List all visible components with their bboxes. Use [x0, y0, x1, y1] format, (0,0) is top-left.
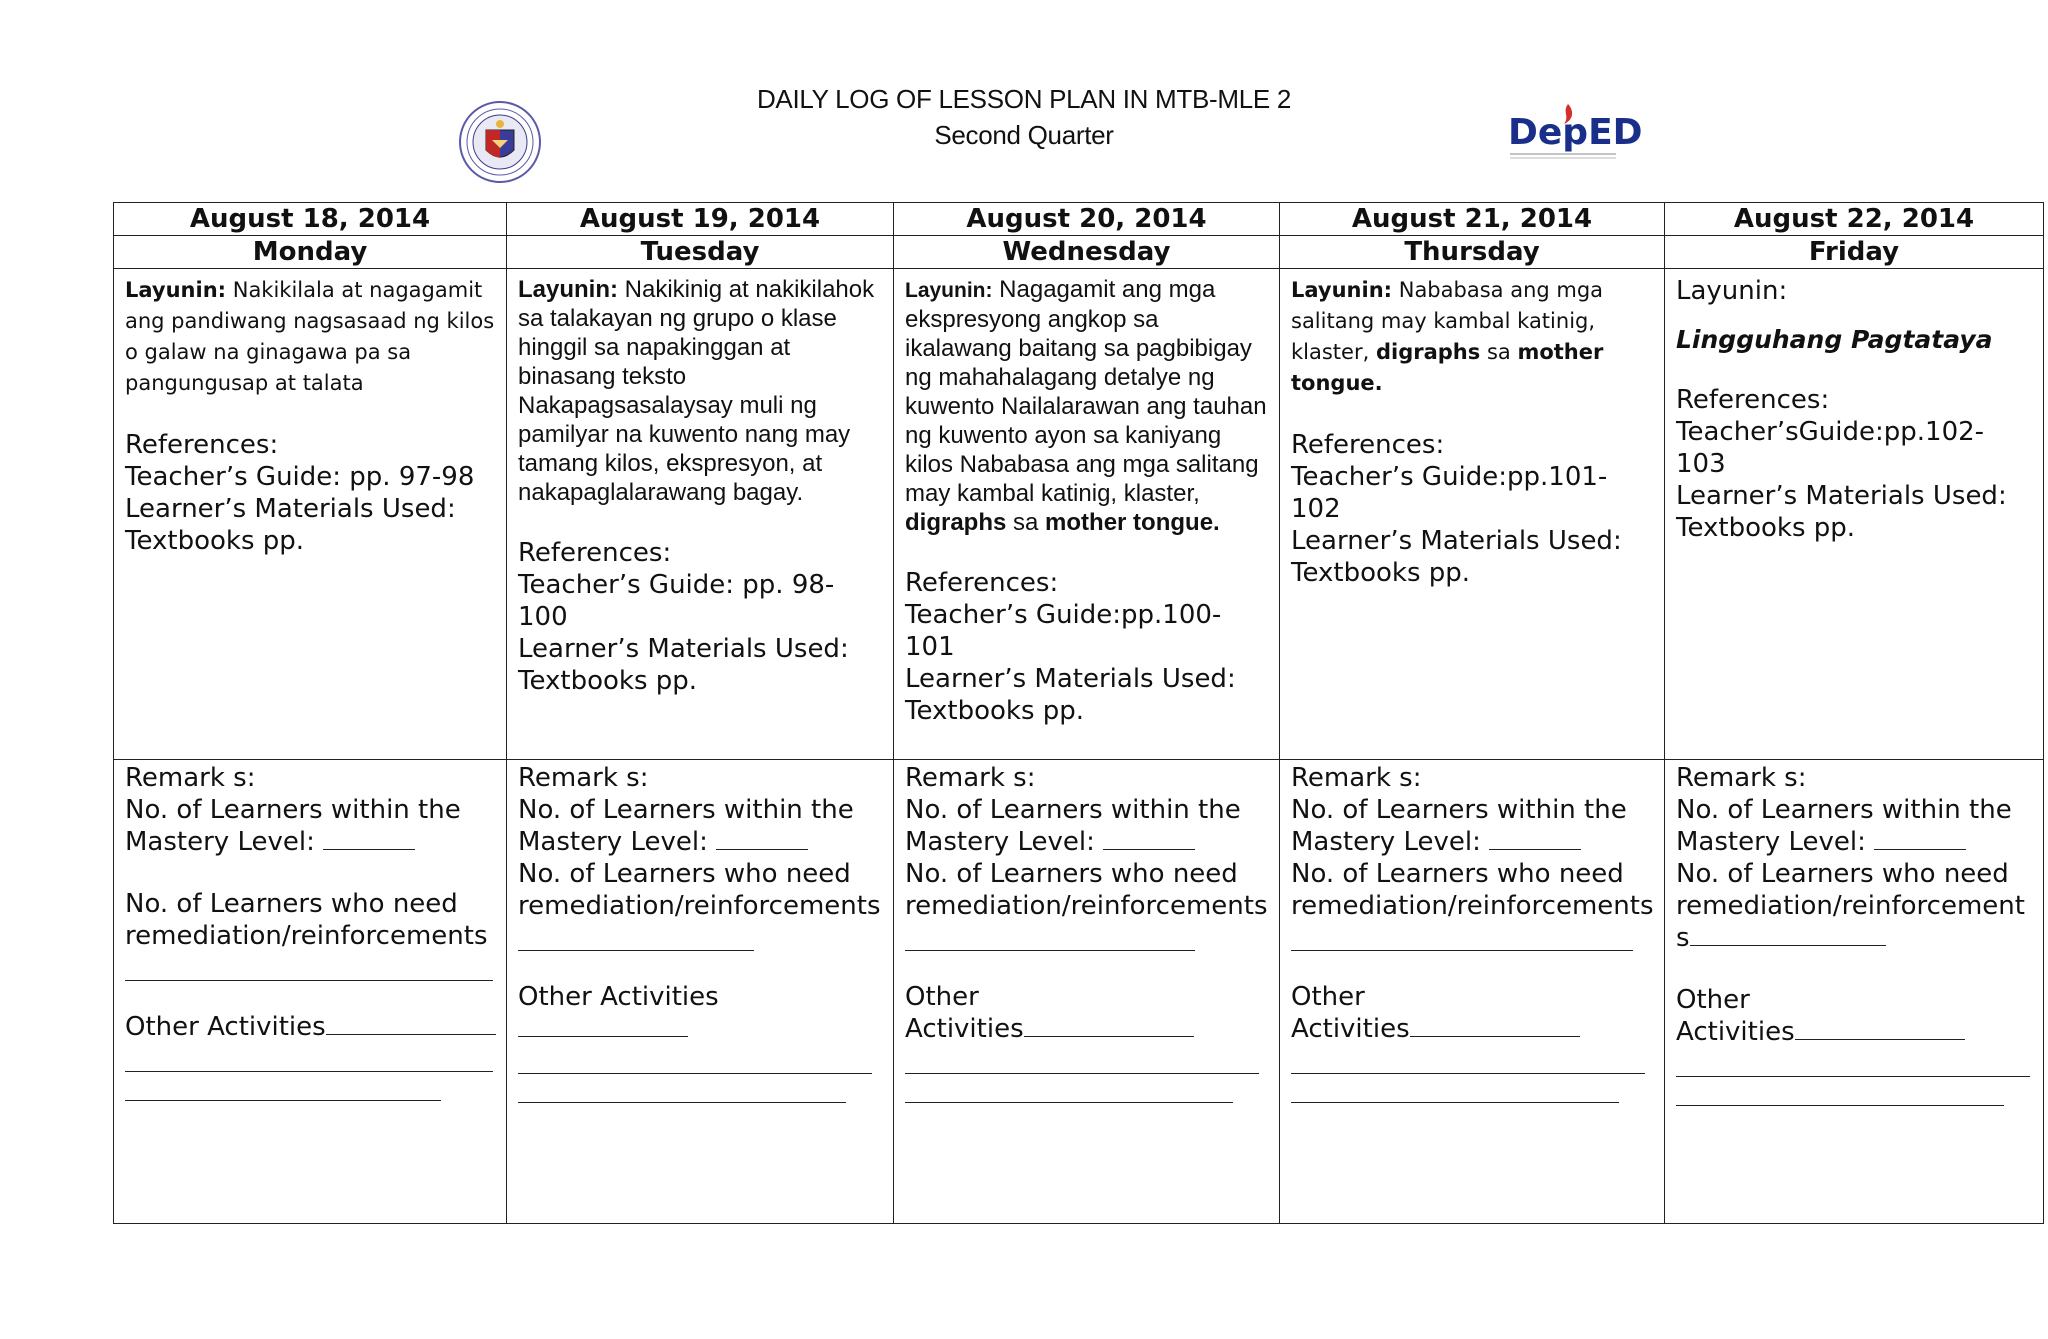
day-row: [114, 236, 2044, 269]
date-wednesday: August 20, 2014: [894, 203, 1280, 236]
references-label: References:: [125, 430, 279, 460]
need-text: No. of Learners who need: [125, 889, 458, 919]
mastery-level-field[interactable]: Mastery Level:: [1676, 826, 2033, 858]
remarks-cell-tuesday: [507, 760, 894, 1224]
remediation-blank[interactable]: [905, 922, 1195, 951]
references-label: References:: [1291, 430, 1445, 460]
day-monday: Monday: [114, 236, 507, 269]
mastery-blank[interactable]: [1874, 827, 1966, 850]
mastery-level-field[interactable]: Mastery Level:: [125, 826, 496, 858]
document-title: DAILY LOG OF LESSON PLAN IN MTB-MLE 2: [756, 84, 1292, 114]
remarks-label: Remark s:: [125, 763, 256, 793]
learners-materials: Learner’s Materials Used:: [1291, 526, 1622, 556]
objective-wednesday: Layunin: Nagagamit ang mga ekspresyong angkop sa ikalawang baitang sa pagbibigay ng mahahalagang detalye ng kuwento Nailalarawan ang tauhan ng kuwento ayon sa kaniyang kilos Nababasa ang mga salitang may kambal katinig, klaster, digraphs sa mother tongue.: [905, 276, 1267, 536]
lesson-log-table: [113, 202, 2044, 1224]
learners-materials: Learner’s Materials Used:: [125, 494, 456, 524]
mastery-text: No. of Learners within the: [518, 795, 854, 825]
other-activities-blank[interactable]: [1795, 1017, 1965, 1040]
remediation-blank[interactable]: [1690, 923, 1886, 946]
other-activities-line[interactable]: [518, 1045, 872, 1074]
need-text: No. of Learners who need: [1676, 859, 2009, 889]
remarks-label: Remark s:: [518, 763, 649, 793]
mastery-level-field[interactable]: Mastery Level:: [905, 826, 1269, 858]
svg-text:DepED: DepED: [1508, 112, 1643, 153]
mastery-blank[interactable]: [1103, 827, 1195, 850]
date-thursday: August 21, 2014: [1280, 203, 1665, 236]
textbooks: Textbooks pp.: [905, 696, 1085, 726]
remediation-text: remediation/reinforcements: [125, 921, 488, 951]
mastery-text: No. of Learners within the: [1291, 795, 1627, 825]
mastery-level-field[interactable]: Mastery Level:: [1291, 826, 1654, 858]
remarks-label: Remark s:: [1676, 763, 1807, 793]
other-text: Other: [1676, 985, 1750, 1015]
mastery-level-field[interactable]: Mastery Level:: [518, 826, 883, 858]
mastery-text: No. of Learners within the: [125, 795, 461, 825]
remarks-cell-wednesday: [894, 760, 1280, 1224]
textbooks: Textbooks pp.: [125, 526, 305, 556]
remarks-label: Remark s:: [905, 763, 1036, 793]
remediation-text: remediation/reinforcements: [518, 891, 881, 921]
objective-cell-thursday: [1280, 269, 1665, 760]
other-activities-line[interactable]: [125, 1072, 441, 1101]
need-text: No. of Learners who need: [1291, 859, 1624, 889]
other-activities-line[interactable]: [1676, 1077, 2004, 1106]
textbooks: Textbooks pp.: [1676, 513, 1856, 543]
remarks-cell-friday: [1665, 760, 2044, 1224]
objective-thursday: Layunin: Nababasa ang mga salitang may kambal katinig, klaster, digraphs sa mother tongue.: [1291, 278, 1604, 395]
textbooks: Textbooks pp.: [518, 666, 698, 696]
learners-materials: Learner’s Materials Used:: [905, 664, 1236, 694]
objective-cell-wednesday: [894, 269, 1280, 760]
other-activities-line[interactable]: [518, 1074, 846, 1103]
other-activities-blank[interactable]: [1024, 1014, 1194, 1037]
references-label: References:: [518, 538, 672, 568]
other-activities-line[interactable]: [1291, 1045, 1645, 1074]
teachers-guide-monday: Teacher’s Guide: pp. 97-98: [125, 462, 475, 492]
other-activities-blank[interactable]: [1410, 1014, 1580, 1037]
remediation-text: remediation/reinforcement: [1676, 891, 2025, 921]
objectives-row: [114, 269, 2044, 760]
other-text: Other: [1291, 982, 1365, 1012]
other-activities-field[interactable]: Activities: [905, 1013, 1269, 1045]
other-activities-line[interactable]: [125, 1043, 493, 1072]
remediation-field[interactable]: s: [1676, 922, 2033, 954]
other-activities-line[interactable]: [1676, 1048, 2030, 1077]
remarks-cell-thursday: [1280, 760, 1665, 1224]
date-monday: August 18, 2014: [114, 203, 507, 236]
mastery-text: No. of Learners within the: [1676, 795, 2012, 825]
other-activities-field[interactable]: Activities: [1291, 1013, 1654, 1045]
remarks-row: [114, 760, 2044, 1224]
other-activities-field[interactable]: Other Activities: [125, 1011, 496, 1043]
remediation-text: remediation/reinforcements: [1291, 891, 1654, 921]
remediation-blank[interactable]: [1291, 922, 1633, 951]
date-tuesday: August 19, 2014: [507, 203, 894, 236]
mastery-blank[interactable]: [716, 827, 808, 850]
remediation-blank[interactable]: [518, 922, 754, 951]
other-text: Other: [905, 982, 979, 1012]
remediation-blank[interactable]: [125, 952, 493, 981]
deped-logo: [1504, 100, 1643, 164]
objective-label-friday: Layunin:: [1676, 276, 1788, 306]
objective-cell-friday: [1665, 269, 2044, 760]
other-activities-blank[interactable]: [326, 1012, 496, 1035]
day-friday: Friday: [1665, 236, 2044, 269]
textbooks: Textbooks pp.: [1291, 558, 1471, 588]
teachers-guide-tuesday: Teacher’s Guide: pp. 98-100: [518, 570, 835, 632]
deped-seal-icon: [458, 100, 542, 184]
objective-cell-tuesday: [507, 269, 894, 760]
objective-tuesday: Layunin: Nakikinig at nakikilahok sa talakayan ng grupo o klase hinggil sa napakinggan at binasang teksto Nakapagsasalaysay muli ng pamilyar na kuwento nang may tamang kilos, ekspresyon, at nakapaglalarawang bagay.: [518, 276, 875, 506]
remarks-label: Remark s:: [1291, 763, 1422, 793]
teachers-guide-thursday: Teacher’s Guide:pp.101-102: [1291, 462, 1608, 524]
weekly-assessment: Lingguhang Pagtataya: [1676, 325, 1993, 354]
date-row: [114, 203, 2044, 236]
document-subtitle: Second Quarter: [934, 120, 1114, 150]
remediation-text: remediation/reinforcements: [905, 891, 1268, 921]
need-text: No. of Learners who need: [518, 859, 851, 889]
other-activities-line[interactable]: [905, 1074, 1233, 1103]
date-friday: August 22, 2014: [1665, 203, 2044, 236]
mastery-blank[interactable]: [323, 827, 415, 850]
need-text: No. of Learners who need: [905, 859, 1238, 889]
day-wednesday: Wednesday: [894, 236, 1280, 269]
learners-materials: Learner’s Materials Used:: [1676, 481, 2007, 511]
other-activities-line[interactable]: [905, 1045, 1259, 1074]
remarks-cell-monday: [114, 760, 507, 1224]
other-activities-blank[interactable]: [518, 1014, 688, 1037]
day-tuesday: Tuesday: [507, 236, 894, 269]
other-activities-field[interactable]: Other Activities: [518, 981, 883, 1045]
objective-cell-monday: [114, 269, 507, 760]
mastery-blank[interactable]: [1489, 827, 1581, 850]
teachers-guide-wednesday: Teacher’s Guide:pp.100-101: [905, 600, 1222, 662]
day-thursday: Thursday: [1280, 236, 1665, 269]
other-activities-line[interactable]: [1291, 1074, 1619, 1103]
objective-monday: Layunin: Nakikilala at nagagamit ang pandiwang nagsasaad ng kilos o galaw na ginagawa pa sa pangungusap at talata: [125, 278, 495, 395]
other-activities-field[interactable]: Activities: [1676, 1016, 2033, 1048]
references-label: References:: [905, 568, 1059, 598]
teachers-guide-friday: Teacher’sGuide:pp.102-103: [1676, 417, 1985, 479]
references-label: References:: [1676, 385, 1830, 415]
mastery-text: No. of Learners within the: [905, 795, 1241, 825]
learners-materials: Learner’s Materials Used:: [518, 634, 849, 664]
